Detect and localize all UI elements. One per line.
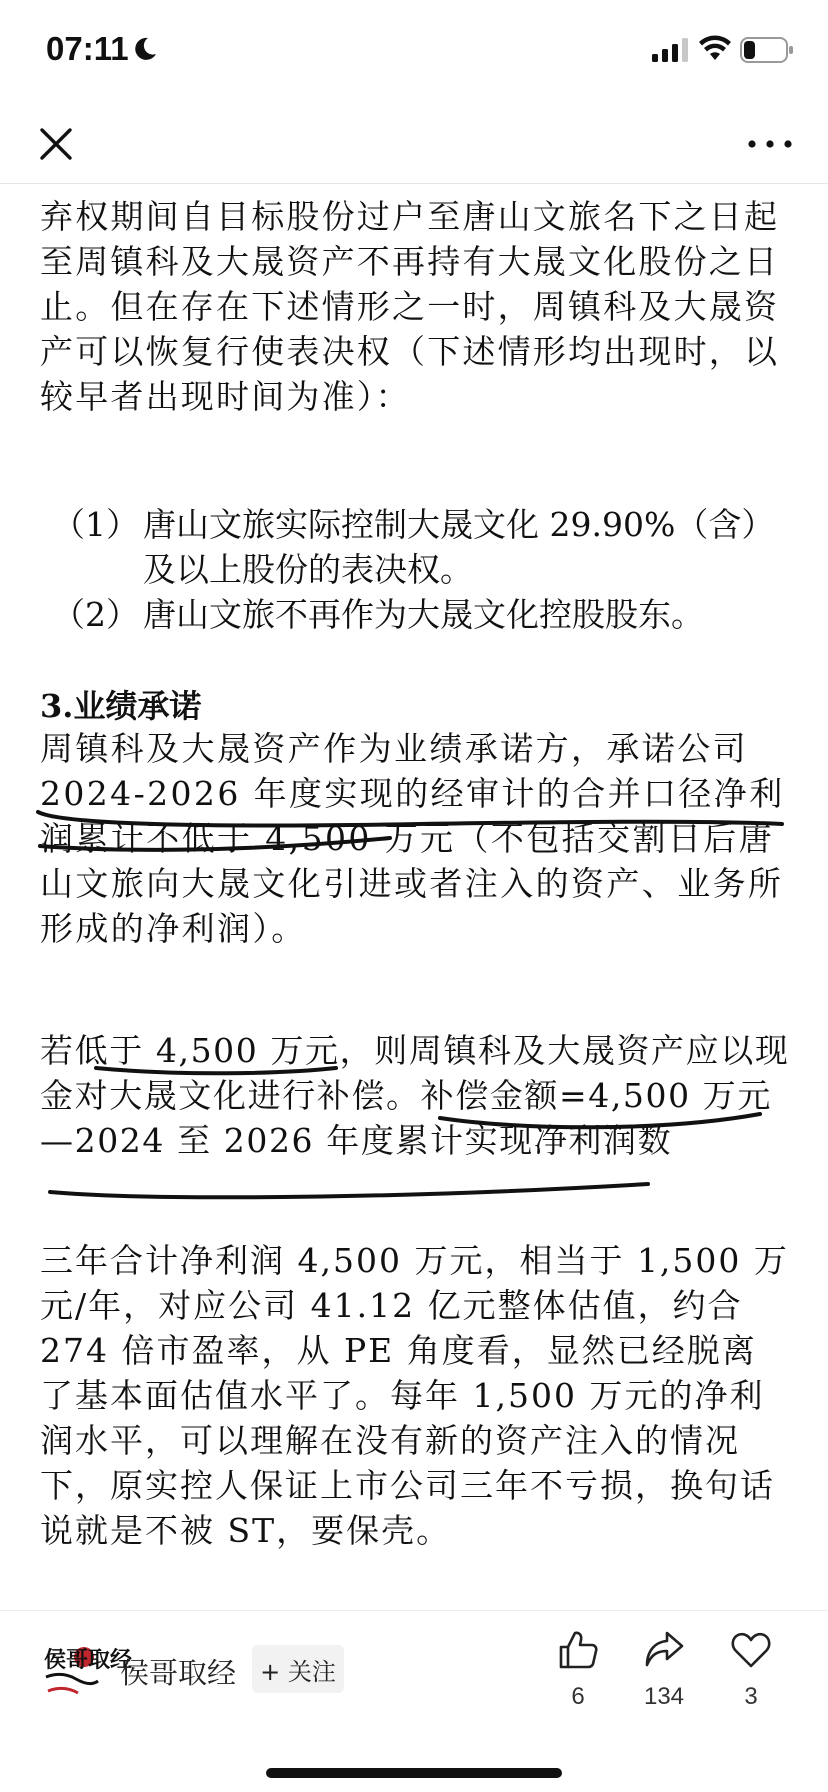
heart-icon bbox=[730, 1629, 772, 1671]
favorite-button[interactable] bbox=[716, 1629, 786, 1711]
article-paragraph-1: 弃权期间自目标股份过户至唐山文旅名下之日起至周镇科及大晟资产不再持有大晟文化股份之日止。但在存在下述情形之一时，周镇科及大晟资产可以恢复行使表决权（下述情形均出现时，以较早者出现时间为准）： bbox=[40, 197, 780, 416]
like-button[interactable] bbox=[543, 1629, 613, 1711]
article-paragraph-2: 周镇科及大晟资产作为业绩承诺方，承诺公司 2024-2026 年度实现的经审计的合并口径净利润累计不低于 4,500 万元（不包括交割日后唐山文旅向大晟文化引进或者注入的资产、业务所形成的净利润）。 bbox=[40, 729, 785, 948]
status-time: 07:11 bbox=[46, 30, 129, 67]
share-button[interactable] bbox=[629, 1629, 699, 1711]
moon-icon bbox=[132, 36, 158, 62]
avatar-logo-text: 侯哥取经 bbox=[44, 1647, 133, 1673]
list-item-text: 唐山文旅不再作为大晟文化控股股东。 bbox=[143, 595, 704, 634]
list-item-number: （1） bbox=[52, 505, 139, 544]
author-avatar[interactable] bbox=[42, 1641, 133, 1699]
article-paragraph-4: 三年合计净利润 4,500 万元，相当于 1,500 万元/年，对应公司 41.12 亿元整体估值，约合 274 倍市盈率，从 PE 角度看，显然已经脱离了基本面估值水平了。每年 1,500 万元的净利润水平，可以理解在没有新的资产注入的情况下，原实控人保证上市公司三年不亏损，换句话说就是不被 ST，要保壳。 bbox=[40, 1241, 789, 1550]
nav-bar bbox=[0, 100, 828, 184]
condition-list bbox=[52, 502, 792, 637]
home-indicator bbox=[266, 1768, 562, 1778]
thumbs-up-icon bbox=[557, 1629, 599, 1671]
battery-icon bbox=[740, 37, 794, 63]
share-icon bbox=[643, 1629, 685, 1671]
article-paragraph-3: 若低于 4,500 万元，则周镇科及大晟资产应以现金对大晟文化进行补偿。补偿金额=4,500 万元—2024 至 2026 年度累计实现净利润数 bbox=[40, 1031, 790, 1160]
list-item-number: （2） bbox=[52, 595, 139, 634]
list-item bbox=[52, 502, 792, 592]
article-body bbox=[0, 184, 828, 1610]
signal-icon bbox=[652, 38, 690, 62]
bottom-action-bar bbox=[0, 1610, 828, 1792]
wifi-icon bbox=[698, 34, 732, 62]
section-heading: 3.业绩承诺 bbox=[40, 687, 202, 725]
list-item-text: 唐山文旅实际控制大晟文化 29.90%（含）及以上股份的表决权。 bbox=[143, 505, 775, 589]
share-count: 134 bbox=[643, 1683, 685, 1710]
list-item bbox=[52, 592, 792, 637]
like-count: 6 bbox=[571, 1683, 585, 1710]
status-bar bbox=[0, 0, 828, 100]
favorite-count: 3 bbox=[744, 1683, 758, 1710]
more-icon[interactable] bbox=[740, 120, 800, 168]
ink-underline-4 bbox=[50, 1184, 648, 1197]
author-name[interactable]: 侯哥取经 bbox=[120, 1656, 237, 1690]
follow-button[interactable]: + 关注 bbox=[252, 1645, 344, 1693]
close-icon[interactable] bbox=[30, 118, 82, 170]
